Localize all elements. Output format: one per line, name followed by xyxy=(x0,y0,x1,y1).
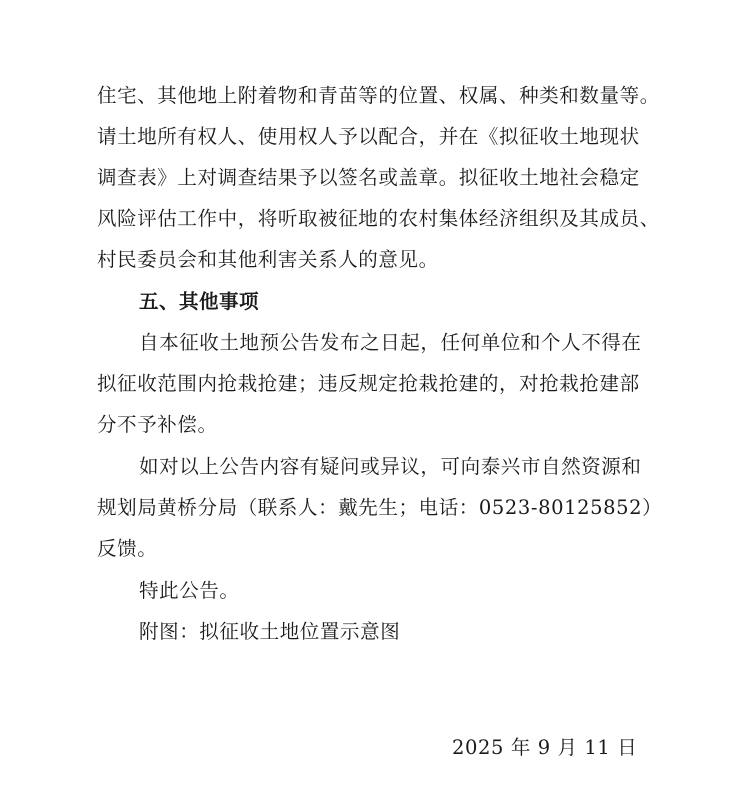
paragraph-line: 如对以上公告内容有疑问或异议，可向泰兴市自然资源和 xyxy=(139,455,642,478)
paragraph-line: 调查表》上对调查结果予以签名或盖章。拟征收土地社会稳定 xyxy=(97,166,640,189)
paragraph-line: 村民委员会和其他利害关系人的意见。 xyxy=(97,248,439,271)
paragraph-line: 住宅、其他地上附着物和青苗等的位置、权属、种类和数量等。 xyxy=(97,84,660,107)
section-heading: 五、其他事项 xyxy=(139,290,260,313)
attachment-line: 附图：拟征收土地位置示意图 xyxy=(139,620,401,643)
paragraph-line: 拟征收范围内抢栽抢建；违反规定抢栽抢建的，对抢栽抢建部 xyxy=(97,372,640,395)
paragraph-line: 反馈。 xyxy=(97,537,158,560)
paragraph-line: 自本征收土地预公告发布之日起，任何单位和个人不得在 xyxy=(139,331,642,354)
document-date: 2025 年 9 月 11 日 xyxy=(452,736,638,759)
paragraph-line: 请土地所有权人、使用权人予以配合，并在《拟征收土地现状 xyxy=(97,125,640,148)
paragraph-line: 规划局黄桥分局（联系人：戴先生；电话：0523-80125852） xyxy=(97,496,663,519)
paragraph-line: 风险评估工作中，将听取被征地的农村集体经济组织及其成员、 xyxy=(97,207,660,230)
paragraph-line: 分不予补偿。 xyxy=(97,413,218,436)
closing-line: 特此公告。 xyxy=(139,579,240,602)
